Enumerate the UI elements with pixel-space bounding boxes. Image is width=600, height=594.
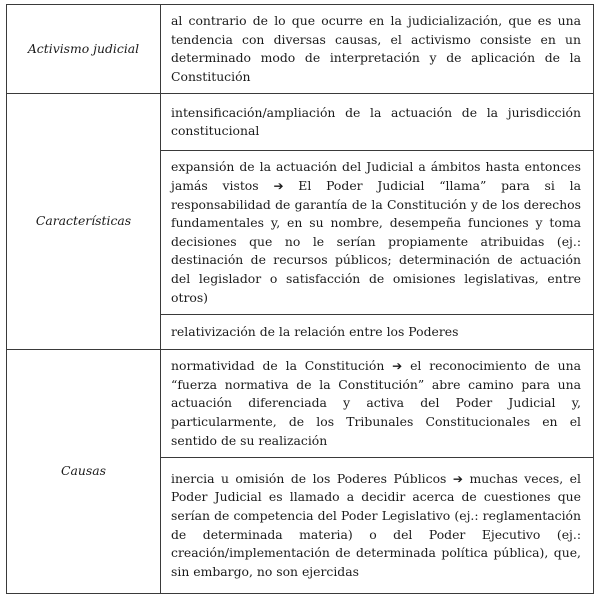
arrow-right-icon: ➔ — [452, 471, 463, 486]
causas-item-2-lead: inercia u omisión de los Poderes Públicos — [171, 470, 447, 486]
activism-table — [6, 4, 594, 594]
caracteristicas-item-2 — [161, 151, 594, 315]
caracteristicas-item-1: intensificación/ampliación de la actuación de la jurisdicción constitucional — [161, 94, 594, 151]
caracteristicas-item-2-detail: El Poder Judicial “llama” para si la responsabilidad de garantía de la Constitución y de los derechos fundamentales y, en su nombre, desempeña funciones y toma decisiones que no le serían propiamente atribuidas (ej.: destinación de recursos públicos; determinación de actuación del legislador o satisfacción de omisiones legislativas, entre otros) — [171, 177, 581, 305]
table-row — [7, 350, 594, 458]
causas-item-1 — [161, 350, 594, 458]
table-row — [7, 5, 594, 94]
arrow-right-icon: ➔ — [392, 359, 403, 374]
causas-item-2-detail: muchas veces, el Poder Judicial es llamado a decidir acerca de cuestiones que serían de competencia del Poder Legislativo (ej.: reglamentación de determinada materia) o del Poder Ejecutivo (ej.: creación/implementación de determinada política pública), que, sin embargo, no son ejercidas — [171, 470, 581, 579]
causas-item-1-lead: normatividad de la Constitución — [171, 358, 385, 374]
caracteristicas-item-2-lead: expansión de la actuación del Judicial a ámbitos hasta entonces jamás vistos — [171, 159, 581, 193]
caracteristicas-item-3: relativización de la relación entre los Poderes — [161, 315, 594, 350]
row-label-caracteristicas: Características — [7, 94, 161, 350]
arrow-right-icon: ➔ — [273, 178, 284, 193]
causas-item-2 — [161, 458, 594, 594]
table-row — [7, 94, 594, 151]
row-label-causas: Causas — [7, 350, 161, 594]
causas-item-1-detail: el reconocimiento de una “fuerza normativa de la Constitución” abre camino para una actuación diferenciada y activa del Poder Judicial y, particularmente, de los Tribunales Constitucionales en el sentido de su realización — [171, 358, 581, 448]
activismo-definition: al contrario de lo que ocurre en la judicialización, que es una tendencia con diversas causas, el activismo consiste en un determinado modo de interpretación y de aplicación de la Constitución — [161, 5, 594, 94]
row-label-activismo: Activismo judicial — [7, 5, 161, 94]
